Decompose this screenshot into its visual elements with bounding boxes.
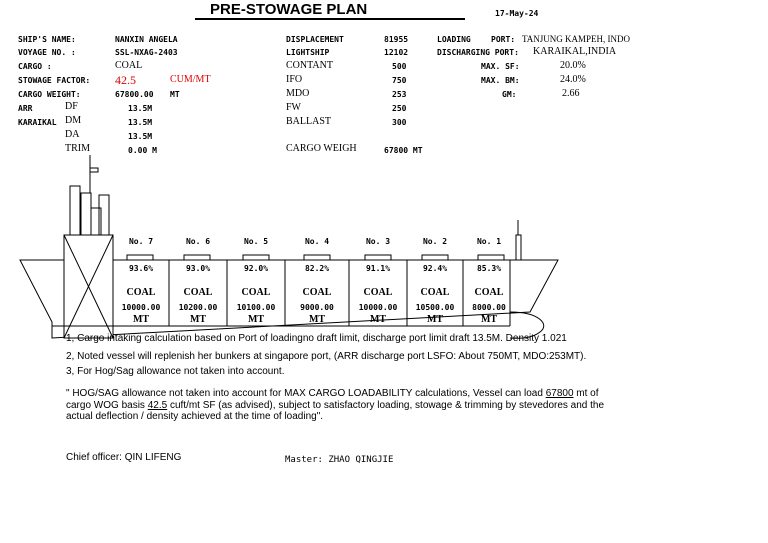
arr-label: ARR [18,104,33,113]
max-sf-label: MAX. SF: [481,62,520,71]
hold-fill-percent: 91.1% [365,264,391,273]
hold-fill-percent: 92.4% [422,264,448,273]
contant-label: CONTANT [286,60,333,71]
hold-unit: MT [308,314,326,325]
hold-number: No. 2 [422,237,448,246]
max-bm-label: MAX. BM: [481,76,520,85]
hog-sag-text-b: mt of [573,388,599,399]
hold-unit: MT [132,314,150,325]
hold-unit: MT [369,314,387,325]
voyage-number: SSL-NXAG-2403 [115,48,178,57]
hold-quantity: 10100.00 [236,303,276,312]
note-3: 3, For Hog/Sag allowance not taken into account. [66,366,285,377]
hold-number: No. 7 [128,237,154,246]
note-1: 1, Cargo intaking calculation based on Port of loadingno draft limit, discharge port limit draft 13.5M. Density 1.021 [66,333,567,344]
page-title: PRE-STOWAGE PLAN [210,1,368,18]
lightship-value: 12102 [384,48,409,57]
ship-name-label: SHIP'S NAME: [18,35,76,44]
fw-label: FW [286,102,301,113]
discharging-port-label: DISCHARGING PORT: [437,48,519,57]
max-bm-value: 24.0% [560,74,586,85]
note-2: 2, Noted vessel will replenish her bunkers at singapore port, (ARR discharge port LSFO: About 750MT, MDO:253MT). [66,351,587,362]
stowage-factor-value: 42.5 [115,73,136,87]
gm-value: 2.66 [562,88,580,99]
df-value: 13.5M [128,104,153,113]
trim-label: TRIM [65,143,90,154]
hold-unit: MT [480,314,498,325]
fw-value: 250 [392,104,407,113]
hold-fill-percent: 85.3% [476,264,502,273]
cargo-weight-label: CARGO WEIGHT: [18,90,81,99]
hog-sag-text-a: " HOG/SAG allowance not taken into account for MAX CARGO LOADABILITY calculations, Vessel can load [66,388,546,399]
discharging-port: KARAIKAL,INDIA [533,46,617,57]
voyage-label: VOYAGE NO. : [18,48,76,57]
hold-quantity: 9000.00 [300,303,334,312]
cargo-label: CARGO : [18,62,52,71]
hold-quantity: 10200.00 [178,303,218,312]
hold-quantity: 8000.00 [472,303,506,312]
hold-cargo: COAL [302,287,332,298]
hog-sag-text-c: cargo WOG basis [66,400,148,411]
hold-cargo: COAL [420,287,450,298]
hold-unit: MT [189,314,207,325]
trim-value: 0.00 M [128,146,157,155]
ifo-value: 750 [392,76,407,85]
hold-fill-percent: 82.2% [304,264,330,273]
master-signature: Master: ZHAO QINGJIE [285,455,394,465]
cargo-weigh-label: CARGO WEIGH [286,143,357,154]
loading-port: TANJUNG KAMPEH, INDO [522,34,631,44]
ballast-value: 300 [392,118,407,127]
dm-label: DM [65,115,82,126]
hold-number: No. 1 [476,237,502,246]
stowage-factor-unit: CUM/MT [170,74,211,85]
hog-sag-stowage-factor: 42.5 [147,400,168,411]
hold-quantity: 10000.00 [358,303,398,312]
hold-quantity: 10500.00 [415,303,455,312]
cargo-weight-unit: MT [170,90,180,99]
hold-fill-percent: 93.6% [128,264,154,273]
mdo-value: 253 [392,90,407,99]
gm-label: GM: [502,90,517,99]
da-label: DA [65,129,80,140]
loading-port-label: PORT: [491,35,516,44]
hold-unit: MT [426,314,444,325]
ballast-label: BALLAST [286,116,331,127]
cargo-weight-value: 67800.00 [115,90,154,99]
hold-number: No. 3 [365,237,391,246]
hold-cargo: COAL [126,287,156,298]
hold-cargo: COAL [183,287,213,298]
hold-number: No. 6 [185,237,211,246]
hold-unit: MT [247,314,265,325]
hog-sag-line-1 [66,388,599,399]
cargo-weigh-value: 67800 MT [384,146,423,155]
hold-cargo: COAL [474,287,504,298]
karaikal-label: KARAIKAL [18,118,57,127]
max-sf-value: 20.0% [560,60,586,71]
df-label: DF [65,101,78,112]
hold-quantity: 10000.00 [121,303,161,312]
hold-cargo: COAL [241,287,271,298]
hog-sag-line-2 [66,400,604,411]
hold-number: No. 4 [304,237,330,246]
ship-name: NANXIN ANGELA [115,35,178,44]
loading-label: LOADING [437,35,471,44]
hold-fill-percent: 92.0% [243,264,269,273]
hog-sag-line-3: actual deflection / density achieved at the time of loading". [66,411,324,422]
contant-value: 500 [392,62,407,71]
plan-date: 17-May-24 [495,9,539,18]
hold-fill-percent: 93.0% [185,264,211,273]
hold-number: No. 5 [243,237,269,246]
hold-cargo: COAL [363,287,393,298]
displacement-label: DISPLACEMENT [286,35,344,44]
lightship-label: LIGHTSHIP [286,48,330,57]
mdo-label: MDO [286,88,310,99]
dm-value: 13.5M [128,118,153,127]
hog-sag-text-d: cuft/mt SF (as advised), subject to satisfactory loading, stowage & trimming by stevedores and the [167,400,605,411]
chief-officer-signature: Chief officer: QIN LIFENG [66,452,182,463]
hog-sag-quantity: 67800 [545,388,574,399]
ifo-label: IFO [286,74,303,85]
displacement-value: 81955 [384,35,409,44]
stowage-factor-label: STOWAGE FACTOR: [18,76,91,85]
cargo-value: COAL [115,60,143,71]
da-value: 13.5M [128,132,153,141]
